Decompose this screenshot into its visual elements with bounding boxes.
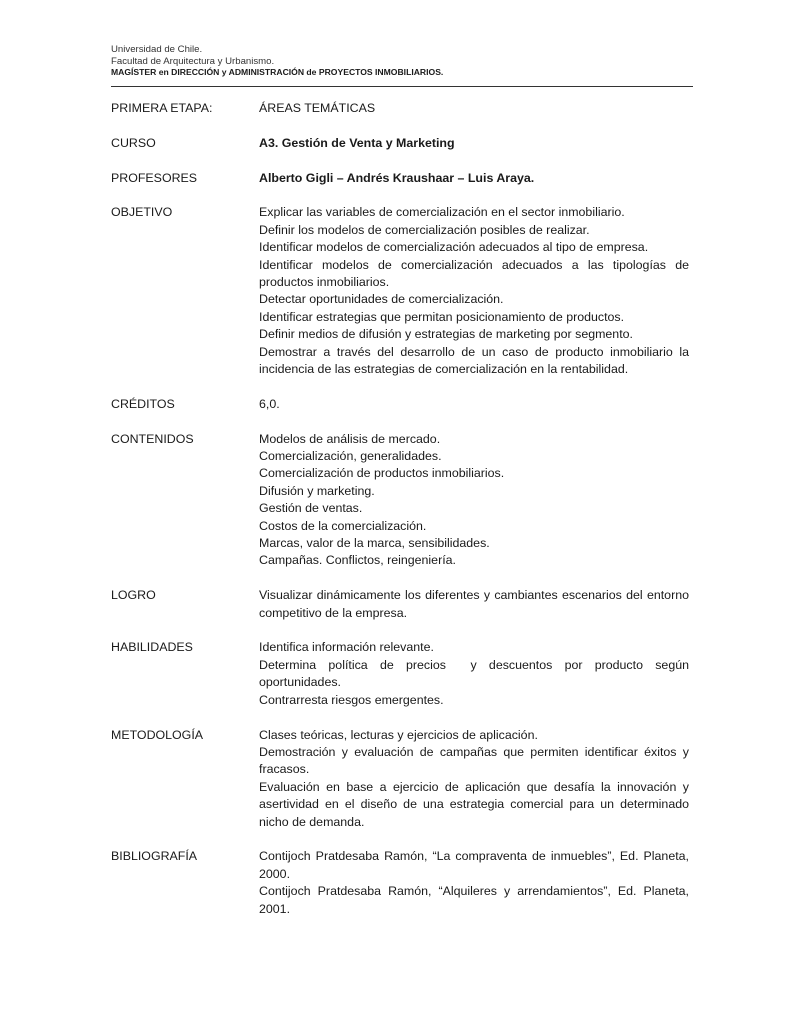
value-metodologia (259, 727, 689, 831)
metodologia-item: Clases teóricas, lecturas y ejercicios de aplicación. (259, 727, 538, 742)
label-etapa: PRIMERA ETAPA: (111, 101, 213, 115)
objetivo-item: Identificar modelos de comercialización adecuados al tipo de empresa. (259, 240, 649, 255)
habilidades-item: Contrarresta riesgos emergentes. (259, 692, 444, 707)
header-program: MAGÍSTER en DIRECCIÓN y ADMINISTRACIÓN de PROYECTOS INMOBILIARIOS. (111, 67, 444, 77)
value-logro (259, 587, 689, 622)
label-curso: CURSO (111, 135, 156, 150)
label-profesores: PROFESORES (111, 170, 198, 185)
header-university: Universidad de Chile. (111, 44, 203, 55)
value-etapa (259, 100, 689, 117)
section-objetivo (111, 204, 689, 378)
value-objetivo (259, 204, 689, 378)
label-logro: LOGRO (111, 588, 156, 603)
contenidos-item: Modelos de análisis de mercado. (259, 431, 441, 446)
value-bibliografia (259, 848, 689, 918)
objetivo-item: Detectar oportunidades de comercialización. (259, 292, 504, 307)
section-creditos (111, 396, 689, 413)
label-objetivo: OBJETIVO (111, 205, 173, 220)
value-curso (259, 135, 689, 152)
etapa-value: ÁREAS TEMÁTICAS (259, 101, 376, 115)
objetivo-item: Identificar modelos de comercialización adecuados a las tipologías de productos inmobiliarios. (259, 257, 689, 290)
header-faculty: Facultad de Arquitectura y Urbanismo. (111, 55, 275, 67)
creditos-value: 6,0. (259, 396, 280, 411)
page-header (111, 44, 693, 79)
curso-value: A3. Gestión de Venta y Marketing (259, 135, 455, 150)
section-etapa (111, 100, 689, 117)
section-profesores (111, 170, 689, 187)
contenidos-item: Comercialización, generalidades. (259, 449, 442, 464)
objetivo-item: Explicar las variables de comercialización en el sector inmobiliario. (259, 205, 625, 220)
contenidos-item: Costos de la comercialización. (259, 518, 427, 533)
contenidos-item: Gestión de ventas. (259, 501, 363, 516)
objetivo-item: Demostrar a través del desarrollo de un caso de producto inmobiliario la incidencia de las estrategias de comercialización en la rentabilidad. (259, 344, 689, 377)
value-habilidades (259, 639, 693, 709)
contenidos-item: Campañas. Conflictos, reingeniería. (259, 553, 456, 568)
habilidades-item: Determina política de precios y descuentos por producto según oportunidades. (259, 657, 693, 690)
section-habilidades (111, 639, 693, 709)
value-contenidos (259, 431, 689, 570)
value-creditos (259, 396, 689, 413)
contenidos-item: Marcas, valor de la marca, sensibilidades. (259, 536, 490, 551)
objetivo-item: Definir medios de difusión y estrategias de marketing por segmento. (259, 327, 633, 342)
profesores-value: Alberto Gigli – Andrés Kraushaar – Luis Araya. (259, 170, 535, 185)
section-curso (111, 135, 689, 152)
label-contenidos: CONTENIDOS (111, 431, 194, 446)
contenidos-item: Difusión y marketing. (259, 483, 375, 498)
bibliografia-item: Contijoch Pratdesaba Ramón, “Alquileres y arrendamientos”, Ed. Planeta, 2001. (259, 884, 689, 916)
value-profesores (259, 170, 689, 187)
logro-item: Visualizar dinámicamente los diferentes y cambiantes escenarios del entorno competitivo de la empresa. (259, 588, 689, 620)
objetivo-item: Definir los modelos de comercialización posibles de realizar. (259, 222, 590, 237)
contenidos-item: Comercialización de productos inmobiliarios. (259, 466, 505, 481)
label-metodologia: METODOLOGÍA (111, 727, 204, 742)
section-logro (111, 587, 689, 622)
label-bibliografia: BIBLIOGRAFÍA (111, 849, 198, 864)
bibliografia-item: Contijoch Pratdesaba Ramón, “La compraventa de inmuebles”, Ed. Planeta, 2000. (259, 849, 689, 881)
course-content (111, 100, 693, 918)
label-habilidades: HABILIDADES (111, 640, 193, 655)
objetivo-item: Identificar estrategias que permitan posicionamiento de productos. (259, 309, 625, 324)
label-creditos: CRÉDITOS (111, 396, 175, 411)
section-metodologia (111, 727, 689, 831)
section-bibliografia (111, 848, 689, 918)
habilidades-item: Identifica información relevante. (259, 640, 434, 655)
metodologia-item: Demostración y evaluación de campañas que permiten identificar éxitos y fracasos. (259, 744, 689, 777)
section-contenidos (111, 431, 689, 570)
header-divider (111, 86, 693, 87)
metodologia-item: Evaluación en base a ejercicio de aplicación que desafía la innovación y asertividad en el diseño de una estrategia comercial para un determinado nicho de demanda. (259, 779, 689, 829)
